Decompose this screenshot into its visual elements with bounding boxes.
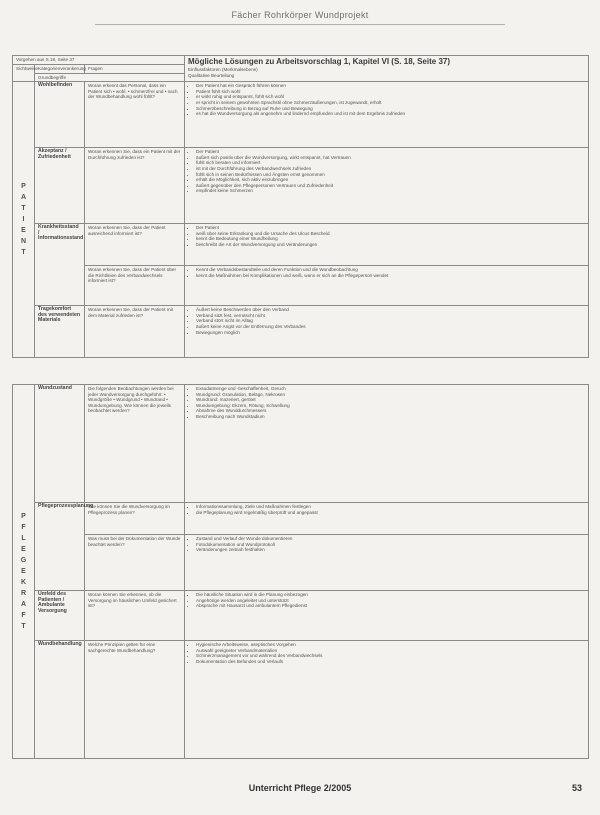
question-cell: Woran erkennen Sie, dass der Patient ausreichend informiert ist? (85, 224, 185, 266)
bullet-item: • Auswahl geeigneter Verbandmaterialien (196, 648, 585, 654)
vertical-letter: P (21, 183, 26, 191)
category-cell: Akzeptanz / Zufriedenheit (35, 148, 85, 224)
category-cell: Pflegeprozessplanung (35, 503, 85, 591)
table-title: Mögliche Lösungen zu Arbeitsvorschlag 1, Kapitel VI (S. 18, Seite 37) (188, 57, 451, 66)
vertical-letter: P (21, 513, 26, 520)
vertical-letter: F (21, 612, 26, 619)
bullet-item: • äußert gegenüber den Pflegepersonen Vertrauen und Zufriedenheit (196, 183, 585, 189)
header-rule (95, 24, 505, 25)
bullet-item: • Angehörige werden angeleitet und unterstützt (196, 598, 585, 604)
care-table (12, 384, 589, 759)
bullet-item: • empfindet keine Schmerzen (196, 188, 585, 194)
question-cell: Woran erkennt das Personal, dass ein Patient sich • wohl, • schmerzfrei und • nach der Wundbehandlung wohl fühlt? (85, 82, 185, 148)
vertical-letter: T (21, 623, 26, 630)
bullet-item: • Veränderungen zeitnah festhalten (196, 547, 585, 553)
answer-cell (185, 148, 589, 224)
bullet-item: • Wundgrund: Granulation, Beläge, Nekrosen (196, 392, 585, 398)
running-header: Fächer Rohrkörper Wundprojekt (231, 10, 369, 20)
vertical-letter: R (20, 590, 27, 597)
bullet-item: • Verband stört nicht im Alltag (196, 318, 585, 324)
category-cell: Umfeld des Patienten / Ambulante Versorgung (35, 591, 85, 641)
bullet-item: • Kennt die Verbandsbestandteile und deren Funktion und die Wundbeobachtung (196, 267, 585, 273)
bullet-item: • es hat die Wundversorgung als angenehm und lindernd empfunden und ist mit dem Ergebnis zufrieden (196, 111, 585, 117)
question-cell: Wie können Sie die Wundversorgung im Pflegeprozess planen? (85, 503, 185, 535)
questions-label: Fragen (85, 65, 185, 74)
bullet-item: • Hygienische Arbeitsweise, aseptisches Vorgehen (196, 642, 585, 648)
category-cell: Wohlbefinden (35, 82, 85, 148)
vertical-letter: I (22, 216, 25, 224)
question-cell: Was muss bei der Dokumentation der Wunde beachtet werden? (85, 535, 185, 591)
question-cell: Woran können Sie erkennen, ob die Versorgung im häuslichen Umfeld gesichert ist? (85, 591, 185, 641)
bullet-item: • Wundrand: mazeriert, gerötet (196, 397, 585, 403)
vertical-letter: E (21, 546, 26, 553)
question-cell: Woran erkennen Sie, dass der Patient mit dem Material zufrieden ist? (85, 306, 185, 358)
bullet-item: • Exsudatmenge und -beschaffenheit, Geruch (196, 386, 585, 392)
reference-cell: Vorgehen aus S.18, Seite 37 (13, 56, 185, 65)
question-cell: Woran erkennen Sie, dass ein Patient mit der Durchführung zufrieden ist? (85, 148, 185, 224)
category-anchor-label: Kategorienverankerung (35, 65, 85, 74)
pflegekraft-vertical-label (13, 385, 35, 759)
bullet-item: • er spricht in seinem gewohnten Sprachstil ohne Schmerzäußerungen, ist zugewandt, erholt (196, 100, 585, 106)
patient-vertical-label (13, 82, 35, 358)
answer-cell (185, 591, 589, 641)
bullet-item: • äußert keine Angst vor der Entfernung des Verbandes (196, 324, 585, 330)
patient-table (12, 55, 589, 358)
bullet-item: • kennt die Bedeutung einer Wundheilung (196, 236, 585, 242)
bullet-item: • Verband sitzt fest, verrutscht nicht (196, 313, 585, 319)
bullet-item: • Beschreibung nach Wundstadium (196, 414, 585, 420)
bullet-item: • Äußert keine Beschwerden über den Verband (196, 307, 585, 313)
bullet-item: • beschreibt die Art der Wundversorgung und Veränderungen (196, 242, 585, 248)
bullet-item: • erhält die Möglichkeit, sich aktiv einzubringen (196, 177, 585, 183)
answer-cell (185, 641, 589, 759)
vertical-letter: E (21, 227, 26, 235)
question-cell: Woran erkennen Sie, dass der Patient über die Richtlinien des Verbandwechsels informiert ist? (85, 266, 185, 306)
bullet-item: • die Pflegeplanung wird regelmäßig überprüft und angepasst (196, 510, 585, 516)
category-cell: Tragekomfort des verwendeten Materials (35, 306, 85, 358)
answer-cell (185, 306, 589, 358)
bullet-item: • Wundumgebung: Ekzem, Rötung, Schwellung (196, 403, 585, 409)
question-cell: Welche Prinzipien gelten für eine sachgerechte Wundbehandlung? (85, 641, 185, 759)
vertical-letter: E (21, 568, 26, 575)
answer-cell (185, 385, 589, 503)
bullet-item: • Dokumentation des Befundes und Verlaufs (196, 659, 585, 665)
vertical-letter: K (20, 579, 27, 586)
bullet-item: • Die häusliche Situation wird in die Planung einbezogen (196, 592, 585, 598)
bullet-item: • Zustand und Verlauf der Wunde dokumentieren (196, 536, 585, 542)
vertical-letter: T (21, 249, 26, 257)
bullet-item: • Schmerzmanagement vor und während des Verbandwechsels (196, 653, 585, 659)
vertical-letter: N (20, 238, 27, 246)
answer-cell (185, 266, 589, 306)
bullet-item: • Patient fühlt sich wohl (196, 89, 585, 95)
bullet-item: • fühlt sich in seinen Bedürfnissen und Ängsten ernst genommen (196, 172, 585, 178)
bullet-item: • Fotodokumentation und Wundprotokoll (196, 542, 585, 548)
bullet-item: • er wirkt ruhig und entspannt, fühlt sich wohl (196, 94, 585, 100)
basic-terms-label: Grundbegriffe (35, 73, 185, 82)
journal-footer: Unterricht Pflege 2/2005 (248, 783, 352, 793)
vertical-letter: L (21, 535, 26, 542)
bullet-item: • weiß über seine Erkrankung und die Ursache des Ulcus Bescheid (196, 231, 585, 237)
table-subtitle-2: Qualitative Beurteilung (188, 72, 235, 78)
answer-cell (185, 224, 589, 266)
bullet-item: • Abnahme des Wunddurchmessers (196, 408, 585, 414)
perspective-label: Sichtweise (13, 65, 35, 82)
answer-cell (185, 535, 589, 591)
bullet-item: • Informationssammlung, Ziele und Maßnahmen festlegen (196, 504, 585, 510)
bullet-item: • Der Patient (196, 149, 585, 155)
page-number: 53 (571, 783, 582, 793)
vertical-letter: T (21, 205, 26, 213)
bullet-item: • Bewegungen möglich (196, 330, 585, 336)
bullet-item: • ist mit der Durchführung des Verbandwechsels zufrieden (196, 166, 585, 172)
question-cell: Die folgenden Beobachtungen werden bei jeder Wundversorgung durchgeführt: • Wundgröße • Wundgrund • Wundrand • Wundumgebung. Wie können die jeweils beobachtet werden? (85, 385, 185, 503)
bullet-item: • fühlt sich beraten und informiert (196, 160, 585, 166)
vertical-letter: A (20, 601, 27, 608)
vertical-letter: G (20, 557, 27, 564)
table-heading-cell (185, 56, 589, 82)
category-cell: Wundzustand (35, 385, 85, 503)
answer-cell (185, 82, 589, 148)
category-cell: Wundbehandlung (35, 641, 85, 759)
vertical-letter: F (21, 524, 26, 531)
bullet-item: • kennt die Maßnahmen bei Komplikationen und weiß, wann er sich an die Pflegeperson wendet (196, 273, 585, 279)
answer-cell (185, 503, 589, 535)
bullet-item: • Der Patient (196, 225, 585, 231)
bullet-item: • äußert sich positiv über die Wundversorgung, wirkt entspannt, hat Vertrauen (196, 155, 585, 161)
table-subtitle-1: Einflussfaktoren (Merkmalsebene) (188, 67, 258, 72)
bullet-item: • Der Patient hat ein Gespräch führen können (196, 83, 585, 89)
bullet-item: • Schmerzbeschreibung in Bezug auf Ruhe und Bewegung (196, 106, 585, 112)
vertical-letter: A (20, 194, 27, 202)
bullet-item: • Absprache mit Hausarzt und ambulantem Pflegedienst (196, 603, 585, 609)
category-cell: Krankheitsstand / Informationsstand (35, 224, 85, 306)
